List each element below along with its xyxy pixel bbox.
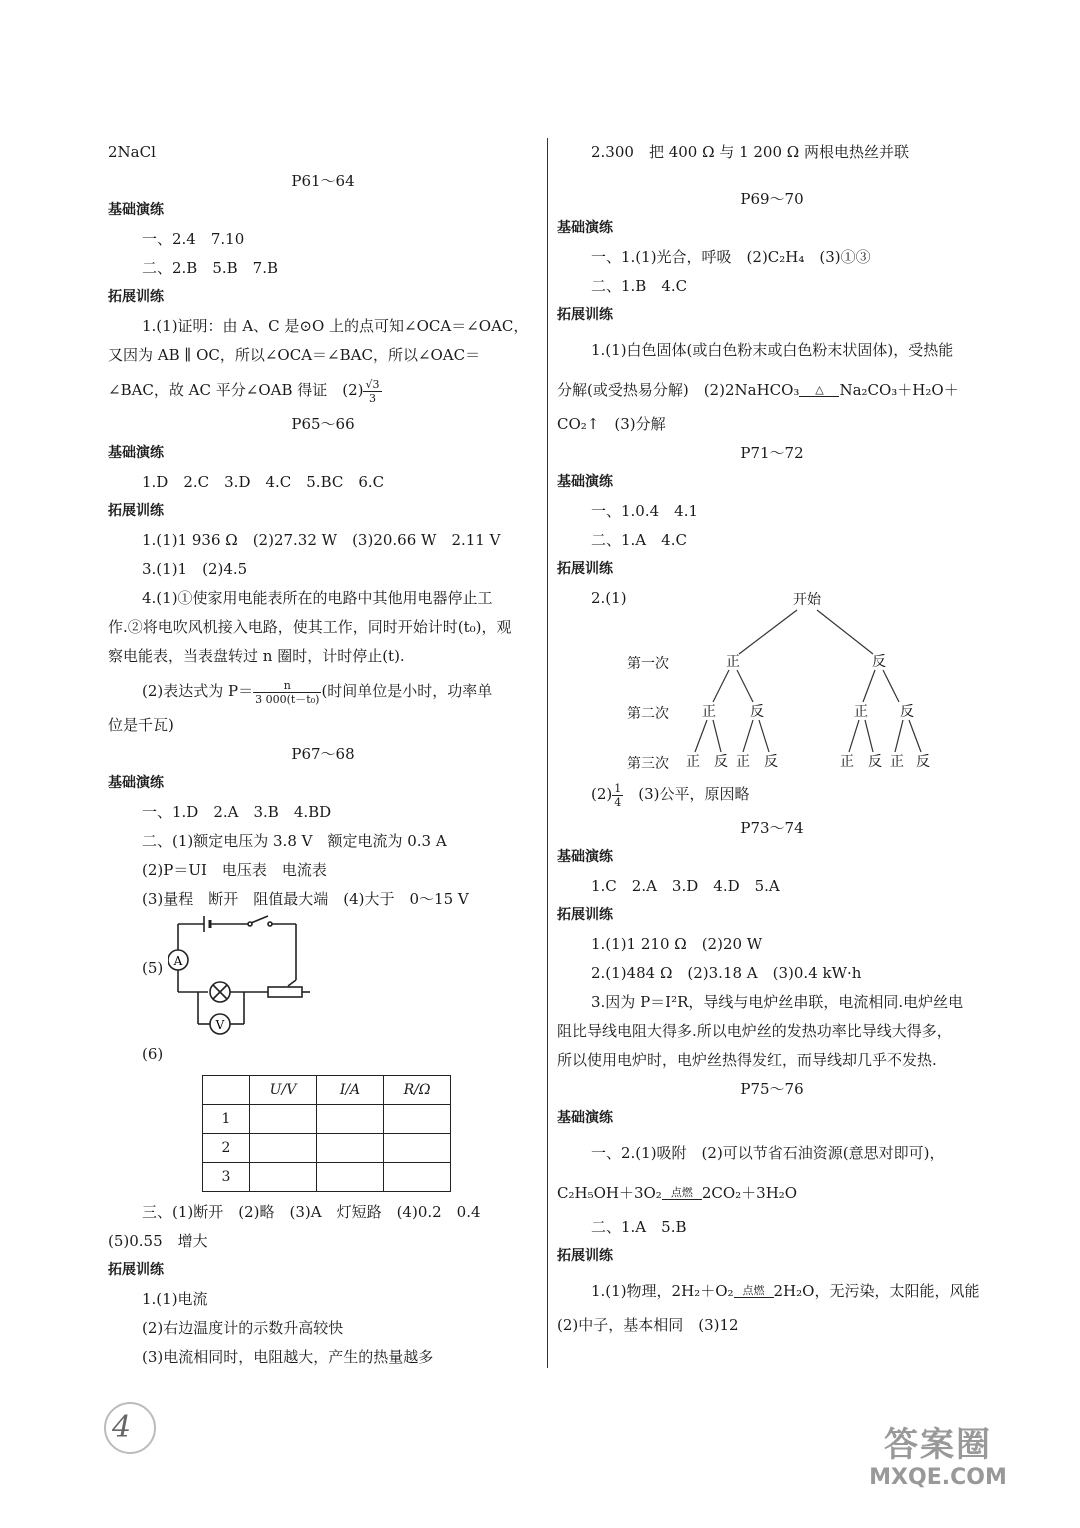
answer-line: 所以使用电炉时，电炉丝热得发红，而导线却几乎不发热. — [557, 1051, 937, 1069]
fraction-denominator: 3 000(t－t₀) — [255, 692, 320, 706]
table-cell — [250, 1163, 317, 1192]
tree-branch — [909, 720, 921, 752]
table-cell: 3 — [203, 1163, 250, 1192]
tree-node: 反 — [750, 704, 764, 720]
section-heading: 拓展训练 — [108, 1262, 164, 1278]
table-cell — [317, 1163, 384, 1192]
text-line: 2NaCl — [108, 143, 156, 161]
reaction-condition — [799, 384, 839, 399]
answer-line: 三、(1)断开 (2)略 (3)A 灯短路 (4)0.2 0.4 — [142, 1203, 481, 1221]
answer-text: ∠BAC，故 AC 平分∠OAB 得证 (2) — [108, 381, 364, 399]
answer-text: (3)公平，原因略 — [638, 785, 750, 803]
table-header-cell — [203, 1076, 250, 1105]
tree-branch — [883, 670, 899, 702]
right-column — [557, 138, 987, 1340]
watermark-logo-text: 答案圈 — [884, 1425, 992, 1465]
slider-arrow — [288, 980, 296, 986]
answer-line: 阻比导线电阻大得多.所以电炉丝的发热功率比导线大得多， — [557, 1022, 952, 1040]
tree-branch — [849, 720, 859, 752]
answer-line: (2)右边温度计的示数升高较快 — [142, 1319, 344, 1337]
table-cell — [317, 1134, 384, 1163]
rheostat-symbol — [268, 987, 302, 997]
answer-line: 4.(1)①使家用电能表所在的电路中其他用电器停止工 — [142, 589, 493, 607]
tree-branch — [759, 720, 769, 752]
answer-text: (时间单位是小时，功率单 — [321, 682, 493, 700]
tree-block — [557, 584, 987, 774]
tree-node: 正 — [736, 754, 750, 770]
watermark-url: MXQE.COM — [869, 1465, 1007, 1490]
fraction-numerator: 1 — [614, 781, 622, 795]
answer-line: 1.(1)1 936 Ω (2)27.32 W (3)20.66 W 2.11 V — [142, 531, 501, 549]
answer-line — [557, 774, 987, 814]
answer-line: 又因为 AB ∥ OC，所以∠OCA＝∠BAC，所以∠OAC＝ — [108, 346, 481, 364]
answer-line: 二、1.A 5.B — [591, 1218, 687, 1236]
table-cell — [250, 1105, 317, 1134]
tree-branch — [817, 610, 873, 654]
answer-label: 2.(1) — [591, 589, 627, 607]
section-heading: 基础演练 — [108, 775, 164, 791]
answer-line: 二、(1)额定电压为 3.8 V 额定电流为 0.3 A — [142, 832, 447, 850]
tree-node: 正 — [686, 754, 700, 770]
section-title: P73～74 — [740, 819, 804, 837]
section-title: P75～76 — [740, 1080, 804, 1098]
answer-line: 一、2.4 7.10 — [142, 230, 245, 248]
answer-line: (2)中子，基本相同 (3)12 — [557, 1316, 739, 1334]
fraction-numerator: n — [253, 679, 321, 693]
tree-node: 反 — [764, 754, 778, 770]
table-cell: 2 — [203, 1134, 250, 1163]
answer-line: 1.(1)1 210 Ω (2)20 W — [591, 935, 763, 953]
tree-branch — [739, 610, 797, 654]
answer-line: 1.(1)证明：由 A、C 是⊙O 上的点可知∠OCA＝∠OAC， — [142, 317, 529, 335]
table-cell — [250, 1134, 317, 1163]
section-heading: 基础演练 — [108, 202, 164, 218]
answer-label: (6) — [142, 1045, 164, 1063]
answer-line: 二、1.A 4.C — [591, 531, 687, 549]
answer-text: Na₂CO₃＋H₂O＋ — [839, 381, 959, 399]
tree-branch — [713, 670, 729, 702]
answer-line: 一、2.(1)吸附 (2)可以节省石油资源(意思对即可)， — [591, 1144, 945, 1162]
page-number: 4 — [112, 1410, 132, 1445]
circuit-diagram — [168, 914, 368, 1040]
answer-line: (5)0.55 增大 — [108, 1232, 208, 1250]
answer-line: 3.(1)1 (2)4.5 — [142, 560, 248, 578]
answer-line: 1.(1)电流 — [142, 1290, 208, 1308]
reaction-condition — [734, 1285, 774, 1300]
tree-node: 反 — [714, 754, 728, 770]
fraction — [612, 782, 623, 809]
probability-tree — [617, 584, 977, 774]
answer-text: (2) — [591, 785, 613, 803]
section-heading: 拓展训练 — [557, 907, 613, 923]
table-row — [203, 1134, 451, 1163]
tree-level-label: 第二次 — [627, 706, 669, 722]
tree-node: 正 — [840, 754, 854, 770]
answer-line: (3)量程 断开 阻值最大端 (4)大于 0～15 V — [142, 890, 469, 908]
table-header-cell: I/A — [317, 1076, 384, 1105]
reaction-line — [799, 396, 839, 399]
tree-branch — [895, 720, 903, 752]
ammeter-label: A — [173, 954, 183, 968]
section-heading: 基础演练 — [557, 1110, 613, 1126]
answer-text: 1.(1)物理，2H₂＋O₂ — [591, 1282, 734, 1300]
answer-line — [557, 370, 987, 410]
section-title: P71～72 — [740, 444, 804, 462]
tree-node: 正 — [854, 704, 868, 720]
answer-line: 2.300 把 400 Ω 与 1 200 Ω 两根电热丝并联 — [591, 143, 909, 161]
column-divider — [547, 138, 548, 1368]
answer-text: 分解(或受热易分解) (2)2NaHCO₃ — [557, 381, 800, 399]
table-header-cell: R/Ω — [384, 1076, 451, 1105]
section-heading: 拓展训练 — [557, 561, 613, 577]
fraction — [363, 378, 381, 405]
answer-line: 一、1.0.4 4.1 — [591, 502, 699, 520]
answer-line: 作.②将电吹风机接入电路，使其工作，同时开始计时(t₀)，观 — [108, 618, 512, 636]
table-cell — [384, 1134, 451, 1163]
section-title: P65～66 — [291, 415, 355, 433]
answer-line — [108, 370, 538, 410]
condition-text: △ — [815, 382, 824, 396]
answer-line: 察电能表，当表盘转过 n 圈时，计时停止(t). — [108, 647, 405, 665]
tree-node: 正 — [702, 704, 716, 720]
answer-line: 位是千瓦) — [108, 716, 174, 734]
reaction-condition — [662, 1187, 702, 1202]
answer-line: 1.(1)白色固体(或白色粉末或白色粉末状固体)，受热能 — [591, 341, 954, 359]
section-heading: 拓展训练 — [557, 1248, 613, 1264]
section-heading: 拓展训练 — [108, 289, 164, 305]
tree-node: 反 — [900, 704, 914, 720]
answer-line: 一、1.D 2.A 3.B 4.BD — [142, 803, 332, 821]
section-heading: 拓展训练 — [557, 307, 613, 323]
tree-level-label: 第一次 — [627, 656, 669, 672]
tree-node: 反 — [916, 754, 930, 770]
section-heading: 拓展训练 — [108, 503, 164, 519]
table-header-row — [203, 1076, 451, 1105]
tree-branch — [713, 720, 721, 752]
reaction-line — [734, 1297, 774, 1300]
table-cell — [384, 1163, 451, 1192]
answer-text: 2CO₂＋3H₂O — [701, 1184, 798, 1202]
table-row — [203, 1163, 451, 1192]
switch-contact — [268, 922, 272, 926]
answer-line: 1.D 2.C 3.D 4.C 5.BC 6.C — [142, 473, 385, 491]
fraction — [253, 679, 321, 706]
fraction-denominator: 3 — [368, 391, 376, 405]
answer-line: 1.C 2.A 3.D 4.D 5.A — [591, 877, 780, 895]
fraction-numerator: √3 — [365, 377, 380, 391]
tree-node: 正 — [726, 654, 740, 670]
circuit-block — [108, 914, 538, 1040]
tree-branch — [863, 670, 875, 702]
section-title: P61～64 — [291, 172, 355, 190]
answer-line: 二、1.B 4.C — [591, 277, 688, 295]
table-header-cell: U/V — [250, 1076, 317, 1105]
fraction-denominator: 4 — [614, 795, 622, 809]
answer-line — [557, 1271, 987, 1311]
table-cell — [317, 1105, 384, 1134]
tree-branch — [865, 720, 873, 752]
tree-branch — [695, 720, 707, 752]
answer-text: (2)表达式为 P＝ — [142, 682, 254, 700]
left-column — [108, 138, 538, 1372]
voltmeter-label: V — [215, 1018, 225, 1032]
answer-line: CO₂↑ (3)分解 — [557, 415, 666, 433]
tree-branch — [743, 720, 753, 752]
answer-line — [557, 1173, 987, 1213]
tree-branch — [737, 670, 753, 702]
section-heading: 基础演练 — [557, 849, 613, 865]
section-heading: 基础演练 — [557, 474, 613, 490]
condition-text: 点燃 — [742, 1283, 765, 1297]
reaction-line — [662, 1199, 702, 1202]
answer-text: C₂H₅OH＋3O₂ — [557, 1184, 662, 1202]
answer-text: 2H₂O，无污染，太阳能，风能 — [773, 1282, 980, 1300]
answer-line: (2)P＝UI 电压表 电流表 — [142, 861, 327, 879]
section-title: P67～68 — [291, 745, 355, 763]
switch-blade — [251, 916, 268, 923]
tree-node: 正 — [890, 754, 904, 770]
tree-level-label: 第三次 — [627, 756, 669, 772]
tree-node: 反 — [872, 654, 886, 670]
answer-line: 二、2.B 5.B 7.B — [142, 259, 279, 277]
section-heading: 基础演练 — [108, 445, 164, 461]
table-row — [203, 1105, 451, 1134]
tree-root: 开始 — [793, 592, 821, 608]
section-heading: 基础演练 — [557, 220, 613, 236]
watermark — [868, 1425, 1008, 1491]
answer-line — [108, 671, 538, 711]
answer-label: (5) — [142, 959, 164, 977]
answer-line: 一、1.(1)光合，呼吸 (2)C₂H₄ (3)①③ — [591, 248, 871, 266]
tree-node: 反 — [868, 754, 882, 770]
answer-line: 3.因为 P＝I²R，导线与电炉丝串联，电流相同.电炉丝电 — [591, 993, 964, 1011]
table-cell — [384, 1105, 451, 1134]
condition-text: 点燃 — [670, 1185, 693, 1199]
answer-line: 2.(1)484 Ω (2)3.18 A (3)0.4 kW·h — [591, 964, 862, 982]
section-title: P69～70 — [740, 190, 804, 208]
table-cell: 1 — [203, 1105, 250, 1134]
answer-line: (3)电流相同时，电阻越大，产生的热量越多 — [142, 1348, 434, 1366]
data-table — [202, 1075, 451, 1192]
